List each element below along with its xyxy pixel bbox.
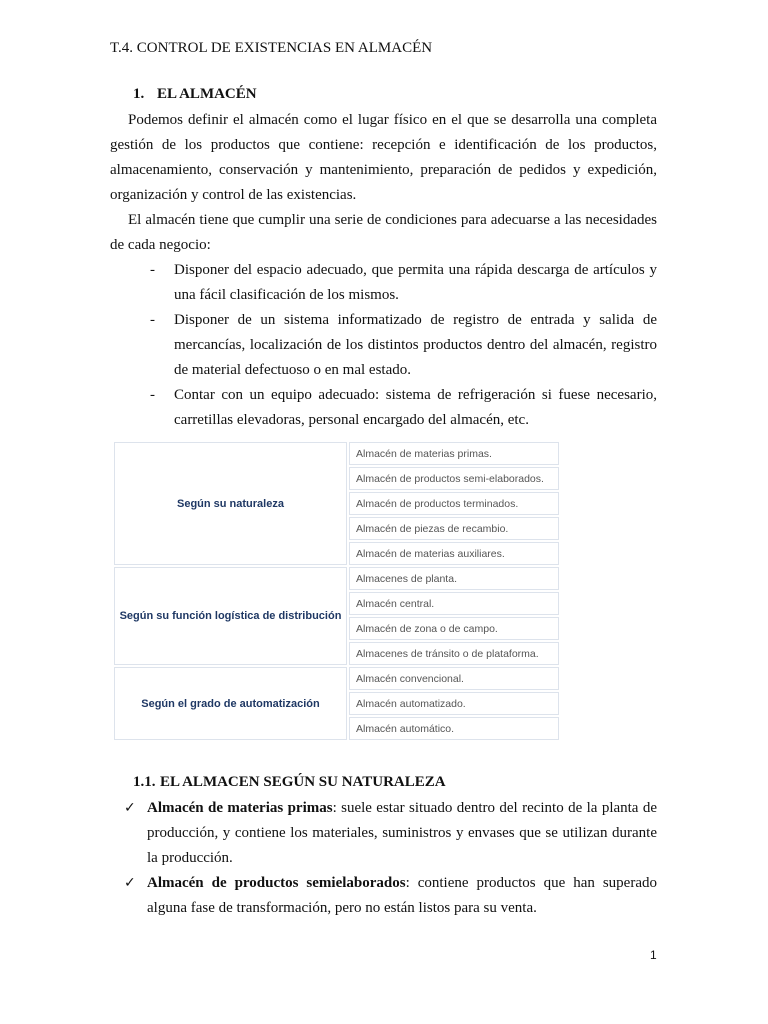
- list-item: ✓ Almacén de productos semielaborados: contiene productos que han superado alguna fase de transformación, pero no están listos para su venta.: [124, 871, 657, 921]
- table-cell: Almacén convencional.: [349, 667, 559, 690]
- document-title: T.4. CONTROL DE EXISTENCIAS EN ALMACÉN: [110, 40, 433, 56]
- category-funcion-logistica: Según su función logística de distribución: [114, 567, 347, 665]
- page-number: 1: [650, 948, 657, 962]
- table-cell: Almacén automático.: [349, 717, 559, 740]
- paragraph-conditions-intro: El almacén tiene que cumplir una serie de condiciones para adecuarse a las necesidades de cada negocio:: [110, 212, 657, 253]
- table-row: [114, 442, 559, 465]
- section-heading-1: [133, 86, 257, 103]
- section-number: 1.: [133, 86, 145, 102]
- category-naturaleza: Según su naturaleza: [114, 442, 347, 565]
- conditions-list: [150, 258, 657, 433]
- checkmark-icon: ✓: [124, 800, 136, 816]
- table-cell: Almacén de materias auxiliares.: [349, 542, 559, 565]
- section-number: 1.1.: [133, 774, 156, 790]
- list-item: - Contar con un equipo adecuado: sistema de refrigeración si fuese necesario, carretillas elevadoras, personal encargado del almacén, etc.: [150, 383, 657, 433]
- table-row: [114, 567, 559, 590]
- paragraph-definition: Podemos definir el almacén como el lugar físico en el que se desarrolla una completa gestión de los productos que contiene: recepción e identificación de los productos, almacenamiento, conservación y mantenimiento, preparación de pedidos y expedición, organización y control de las existencias.: [110, 112, 657, 203]
- list-item: - Disponer de un sistema informatizado de registro de entrada y salida de mercancías, localización de los distintos productos dentro del almacén, registro de material defectuoso o en mal estado.: [150, 308, 657, 383]
- section-title: EL ALMACEN SEGÚN SU NATURALEZA: [160, 774, 446, 790]
- category-automatizacion: Según el grado de automatización: [114, 667, 347, 740]
- table-cell: Almacén de zona o de campo.: [349, 617, 559, 640]
- dash-bullet: -: [150, 387, 155, 403]
- list-item: ✓ Almacén de materias primas: suele estar situado dentro del recinto de la planta de producción, y contiene los materiales, suministros y envases que se utilizan durante la producción.: [124, 796, 657, 871]
- table-cell: Almacén de productos terminados.: [349, 492, 559, 515]
- section-title: EL ALMACÉN: [157, 86, 257, 102]
- warehouse-classification-table: [112, 440, 561, 742]
- table-cell: Almacén de materias primas.: [349, 442, 559, 465]
- dash-bullet: -: [150, 262, 155, 278]
- table-cell: Almacén automatizado.: [349, 692, 559, 715]
- table-cell: Almacén central.: [349, 592, 559, 615]
- checkmark-icon: ✓: [124, 875, 136, 891]
- dash-bullet: -: [150, 312, 155, 328]
- term: Almacén de materias primas: [147, 800, 333, 816]
- table-row: [114, 667, 559, 690]
- list-item: - Disponer del espacio adecuado, que permita una rápida descarga de artículos y una fácil clasificación de los mismos.: [150, 258, 657, 308]
- section-heading-1-1: [133, 774, 446, 791]
- naturaleza-list: [124, 796, 657, 921]
- table-cell: Almacenes de planta.: [349, 567, 559, 590]
- table-cell: Almacén de productos semi-elaborados.: [349, 467, 559, 490]
- table-cell: Almacenes de tránsito o de plataforma.: [349, 642, 559, 665]
- table-cell: Almacén de piezas de recambio.: [349, 517, 559, 540]
- term: Almacén de productos semielaborados: [147, 875, 406, 891]
